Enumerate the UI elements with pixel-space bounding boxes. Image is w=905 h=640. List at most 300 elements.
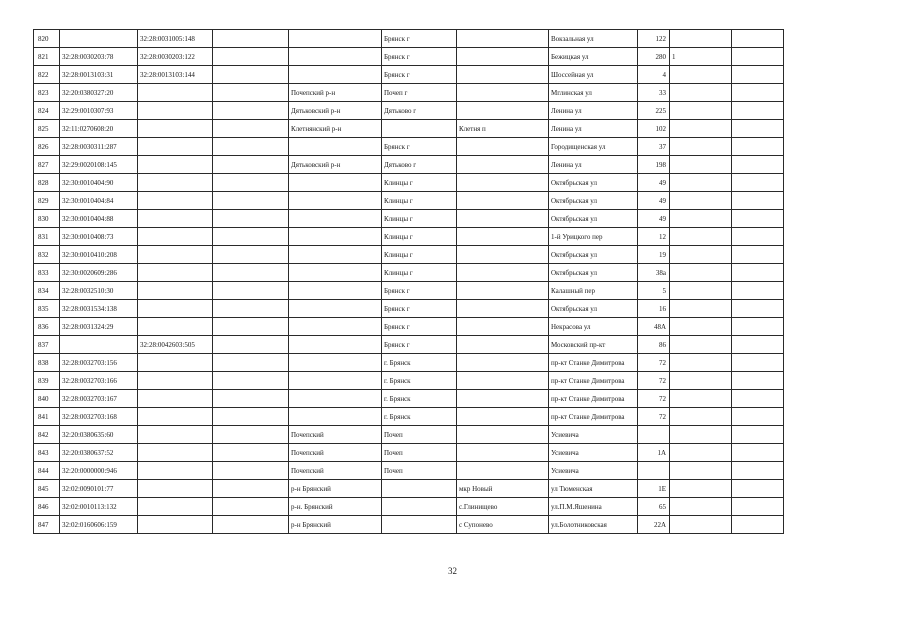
cell-old-cadastral-number [138,246,213,264]
cell-cadastral-number: 32:28:0032510:30 [60,282,138,300]
cell-row-number: 835 [34,300,60,318]
cell-house-number: 48А [638,318,670,336]
table-row [34,246,784,264]
cell-old-cadastral-number [138,228,213,246]
cell-district [289,30,382,48]
cell-extra-column-2 [732,174,784,192]
cell-district [289,390,382,408]
cell-note [670,444,732,462]
cell-note [670,264,732,282]
table-row [34,300,784,318]
cell-house-number: 16 [638,300,670,318]
cell-note [670,84,732,102]
cell-cadastral-number: 32:28:0031534:138 [60,300,138,318]
cell-city: Брянск г [382,48,457,66]
cell-extra-column [213,318,289,336]
cell-district [289,228,382,246]
cell-row-number: 837 [34,336,60,354]
cell-note [670,300,732,318]
cell-city: г. Брянск [382,372,457,390]
cell-street: Ленина ул [549,120,638,138]
cell-city: Клинцы г [382,174,457,192]
cell-extra-column [213,264,289,282]
cell-district: Почепский [289,426,382,444]
table-row [34,30,784,48]
cell-street: Октябрьская ул [549,192,638,210]
cell-cadastral-number: 32:29:0020108:145 [60,156,138,174]
cell-street: 1-й Урицкого пер [549,228,638,246]
cell-note [670,210,732,228]
cell-extra-column [213,228,289,246]
cell-row-number: 842 [34,426,60,444]
cell-extra-column-2 [732,372,784,390]
cell-settlement [457,336,549,354]
cell-street: пр-кт Станке Димитрова [549,354,638,372]
cell-city: Клинцы г [382,264,457,282]
cell-house-number: 19 [638,246,670,264]
registry-table [33,29,784,534]
table-row [34,390,784,408]
cell-street: ул.П.М.Яшенина [549,498,638,516]
cell-old-cadastral-number: 32:28:0042603:505 [138,336,213,354]
cell-extra-column-2 [732,228,784,246]
cell-settlement [457,174,549,192]
cell-settlement [457,426,549,444]
cell-note: 1 [670,48,732,66]
cell-note [670,228,732,246]
cell-note [670,318,732,336]
cell-row-number: 824 [34,102,60,120]
cell-house-number: 4 [638,66,670,84]
cell-house-number: 102 [638,120,670,138]
cell-extra-column-2 [732,30,784,48]
cell-street: Октябрьская ул [549,210,638,228]
cell-settlement [457,354,549,372]
cell-row-number: 828 [34,174,60,192]
table-row [34,498,784,516]
table-row [34,408,784,426]
table-row [34,120,784,138]
cell-settlement [457,390,549,408]
cell-street: Некрасова ул [549,318,638,336]
cell-old-cadastral-number [138,318,213,336]
cell-district: Дятьковский р-н [289,102,382,120]
cell-settlement [457,372,549,390]
table-row [34,84,784,102]
cell-city [382,498,457,516]
cell-old-cadastral-number [138,282,213,300]
cell-cadastral-number: 32:20:0000000:946 [60,462,138,480]
cell-cadastral-number: 32:30:0010404:84 [60,192,138,210]
table-row [34,228,784,246]
cell-note [670,354,732,372]
cell-extra-column-2 [732,102,784,120]
cell-extra-column-2 [732,210,784,228]
cell-street: пр-кт Станке Димитрова [549,372,638,390]
cell-district [289,408,382,426]
cell-cadastral-number: 32:02:0160606:159 [60,516,138,534]
table-row [34,372,784,390]
cell-old-cadastral-number [138,408,213,426]
cell-note [670,156,732,174]
cell-street: Октябрьская ул [549,246,638,264]
cell-extra-column [213,282,289,300]
table-row [34,138,784,156]
cell-row-number: 821 [34,48,60,66]
cell-row-number: 840 [34,390,60,408]
cell-district [289,300,382,318]
cell-house-number: 38а [638,264,670,282]
cell-settlement: мкр Новый [457,480,549,498]
cell-settlement: с.Глинищево [457,498,549,516]
cell-row-number: 836 [34,318,60,336]
cell-settlement [457,30,549,48]
cell-note [670,462,732,480]
cell-old-cadastral-number [138,498,213,516]
cell-extra-column [213,444,289,462]
cell-row-number: 833 [34,264,60,282]
cell-district [289,174,382,192]
cell-street: Усиевича [549,444,638,462]
cell-extra-column-2 [732,444,784,462]
cell-row-number: 823 [34,84,60,102]
cell-district: р-н Брянский [289,480,382,498]
cell-house-number: 65 [638,498,670,516]
cell-row-number: 822 [34,66,60,84]
cell-street: Усиевича [549,462,638,480]
cell-extra-column-2 [732,390,784,408]
cell-city: Почеп [382,444,457,462]
cell-extra-column-2 [732,498,784,516]
cell-extra-column-2 [732,48,784,66]
cell-settlement: с Супонево [457,516,549,534]
cell-cadastral-number: 32:28:0031324:29 [60,318,138,336]
cell-note [670,66,732,84]
cell-note [670,372,732,390]
cell-row-number: 826 [34,138,60,156]
cell-note [670,336,732,354]
cell-old-cadastral-number [138,462,213,480]
cell-extra-column-2 [732,300,784,318]
cell-extra-column [213,102,289,120]
cell-extra-column-2 [732,192,784,210]
cell-note [670,192,732,210]
cell-city [382,480,457,498]
cell-old-cadastral-number [138,372,213,390]
cell-settlement [457,300,549,318]
cell-row-number: 832 [34,246,60,264]
cell-old-cadastral-number [138,192,213,210]
cell-extra-column [213,480,289,498]
cell-note [670,30,732,48]
cell-extra-column [213,84,289,102]
cell-extra-column-2 [732,354,784,372]
cell-note [670,138,732,156]
cell-district [289,192,382,210]
cell-note [670,426,732,444]
cell-settlement [457,48,549,66]
cell-cadastral-number: 32:20:0380635:60 [60,426,138,444]
cell-district [289,336,382,354]
cell-old-cadastral-number [138,480,213,498]
cell-house-number: 72 [638,408,670,426]
cell-district [289,138,382,156]
cell-extra-column-2 [732,246,784,264]
cell-settlement: Клетня п [457,120,549,138]
table-row [34,174,784,192]
cell-extra-column [213,30,289,48]
cell-cadastral-number [60,30,138,48]
cell-house-number: 1Е [638,480,670,498]
cell-city: Клинцы г [382,192,457,210]
cell-extra-column [213,462,289,480]
table-row [34,318,784,336]
cell-district [289,66,382,84]
cell-cadastral-number: 32:30:0010410:208 [60,246,138,264]
cell-house-number [638,462,670,480]
cell-house-number: 33 [638,84,670,102]
cell-extra-column [213,138,289,156]
cell-extra-column [213,498,289,516]
cell-district: р-н Брянский [289,516,382,534]
cell-cadastral-number: 32:28:0013103:31 [60,66,138,84]
cell-settlement [457,282,549,300]
cell-row-number: 847 [34,516,60,534]
cell-city: Почеп [382,426,457,444]
cell-cadastral-number: 32:28:0032703:166 [60,372,138,390]
cell-city: Брянск г [382,336,457,354]
table-row [34,264,784,282]
cell-row-number: 841 [34,408,60,426]
cell-street: Ленина ул [549,102,638,120]
cell-cadastral-number: 32:30:0010408:73 [60,228,138,246]
cell-extra-column [213,192,289,210]
cell-settlement [457,66,549,84]
cell-city [382,120,457,138]
cell-extra-column-2 [732,336,784,354]
cell-city: Брянск г [382,30,457,48]
cell-house-number: 72 [638,354,670,372]
cell-city: г. Брянск [382,390,457,408]
cell-note [670,174,732,192]
cell-extra-column-2 [732,408,784,426]
cell-cadastral-number: 32:02:0010113:132 [60,498,138,516]
cell-old-cadastral-number [138,84,213,102]
cell-note [670,120,732,138]
cell-row-number: 829 [34,192,60,210]
cell-city: Дятьково г [382,102,457,120]
cell-row-number: 839 [34,372,60,390]
cell-street: Ленина ул [549,156,638,174]
table-row [34,156,784,174]
cell-old-cadastral-number [138,516,213,534]
cell-street: Октябрьская ул [549,264,638,282]
cell-street: пр-кт Станке Димитрова [549,408,638,426]
cell-city: Брянск г [382,282,457,300]
cell-street: Октябрьская ул [549,174,638,192]
cell-extra-column-2 [732,264,784,282]
cell-extra-column [213,390,289,408]
cell-old-cadastral-number: 32:28:0013103:144 [138,66,213,84]
table-row [34,282,784,300]
cell-street: ул Тюменская [549,480,638,498]
cell-cadastral-number: 32:30:0010404:90 [60,174,138,192]
cell-settlement [457,246,549,264]
table-row [34,480,784,498]
cell-city: Клинцы г [382,210,457,228]
cell-old-cadastral-number [138,300,213,318]
cell-street: Усиевича [549,426,638,444]
cell-street: Калашный пер [549,282,638,300]
cell-street: Городищенская ул [549,138,638,156]
cell-district [289,210,382,228]
cell-old-cadastral-number [138,426,213,444]
cell-city: Клинцы г [382,246,457,264]
table-row [34,48,784,66]
cell-extra-column-2 [732,66,784,84]
cell-cadastral-number: 32:02:0090101:77 [60,480,138,498]
cell-note [670,498,732,516]
cell-house-number: 225 [638,102,670,120]
cell-house-number: 12 [638,228,670,246]
cell-extra-column [213,66,289,84]
cell-extra-column-2 [732,480,784,498]
cell-settlement [457,228,549,246]
cell-street: Московский пр-кт [549,336,638,354]
cell-old-cadastral-number [138,102,213,120]
cell-cadastral-number: 32:28:0032703:156 [60,354,138,372]
cell-extra-column [213,120,289,138]
cell-house-number: 72 [638,372,670,390]
cell-old-cadastral-number: 32:28:0030203:122 [138,48,213,66]
cell-district: Дятьковский р-н [289,156,382,174]
cell-settlement [457,138,549,156]
cell-extra-column [213,372,289,390]
cell-note [670,282,732,300]
cell-house-number: 198 [638,156,670,174]
table-row [34,210,784,228]
cell-street: Шоссейная ул [549,66,638,84]
cell-settlement [457,264,549,282]
cell-cadastral-number: 32:28:0030203:78 [60,48,138,66]
cell-settlement [457,192,549,210]
cell-cadastral-number [60,336,138,354]
cell-settlement [457,102,549,120]
cell-extra-column-2 [732,426,784,444]
cell-city: Брянск г [382,138,457,156]
cell-note [670,390,732,408]
cell-city: г. Брянск [382,408,457,426]
table-row [34,102,784,120]
table-row [34,462,784,480]
cell-city: Брянск г [382,66,457,84]
cell-old-cadastral-number [138,138,213,156]
cell-district [289,282,382,300]
cell-district [289,48,382,66]
cell-district [289,264,382,282]
cell-extra-column [213,210,289,228]
table-row [34,66,784,84]
table-row [34,426,784,444]
cell-settlement [457,318,549,336]
cell-extra-column-2 [732,318,784,336]
cell-row-number: 827 [34,156,60,174]
cell-street: Октябрьская ул [549,300,638,318]
cell-street: пр-кт Станке Димитрова [549,390,638,408]
cell-settlement [457,156,549,174]
cell-cadastral-number: 32:30:0010404:88 [60,210,138,228]
cell-city: г. Брянск [382,354,457,372]
cell-old-cadastral-number [138,444,213,462]
cell-row-number: 825 [34,120,60,138]
cell-extra-column [213,516,289,534]
cell-cadastral-number: 32:20:0380637:52 [60,444,138,462]
cell-row-number: 838 [34,354,60,372]
cell-house-number: 49 [638,174,670,192]
cell-district: Почепский [289,462,382,480]
cell-old-cadastral-number [138,264,213,282]
cell-house-number: 280 [638,48,670,66]
cell-house-number: 22А [638,516,670,534]
cell-extra-column [213,408,289,426]
cell-district [289,318,382,336]
cell-city: Клинцы г [382,228,457,246]
cell-extra-column [213,300,289,318]
cell-row-number: 846 [34,498,60,516]
cell-district [289,354,382,372]
cell-old-cadastral-number [138,390,213,408]
cell-cadastral-number: 32:30:0020609:286 [60,264,138,282]
cell-district: Почепский [289,444,382,462]
cell-note [670,480,732,498]
cell-extra-column-2 [732,462,784,480]
cell-district: Клетнянский р-н [289,120,382,138]
cell-note [670,246,732,264]
cell-row-number: 820 [34,30,60,48]
cell-old-cadastral-number: 32:28:0031005:148 [138,30,213,48]
cell-old-cadastral-number [138,156,213,174]
table-row [34,336,784,354]
cell-cadastral-number: 32:20:0380327:20 [60,84,138,102]
cell-house-number: 122 [638,30,670,48]
page-number: 32 [448,566,457,576]
cell-settlement [457,210,549,228]
cell-cadastral-number: 32:29:0010307:93 [60,102,138,120]
cell-cadastral-number: 32:28:0032703:167 [60,390,138,408]
cell-extra-column-2 [732,84,784,102]
cell-city [382,516,457,534]
cell-extra-column [213,336,289,354]
cell-extra-column-2 [732,138,784,156]
cell-row-number: 830 [34,210,60,228]
cell-street: Мглинская ул [549,84,638,102]
cell-row-number: 831 [34,228,60,246]
table-row [34,444,784,462]
cell-house-number: 49 [638,210,670,228]
cell-extra-column-2 [732,120,784,138]
cell-note [670,102,732,120]
cell-extra-column [213,156,289,174]
cell-row-number: 844 [34,462,60,480]
cell-house-number: 37 [638,138,670,156]
cell-house-number: 1А [638,444,670,462]
cell-extra-column-2 [732,516,784,534]
cell-city: Почеп г [382,84,457,102]
cell-settlement [457,462,549,480]
cell-street: Бежицкая ул [549,48,638,66]
cell-old-cadastral-number [138,120,213,138]
cell-extra-column [213,174,289,192]
